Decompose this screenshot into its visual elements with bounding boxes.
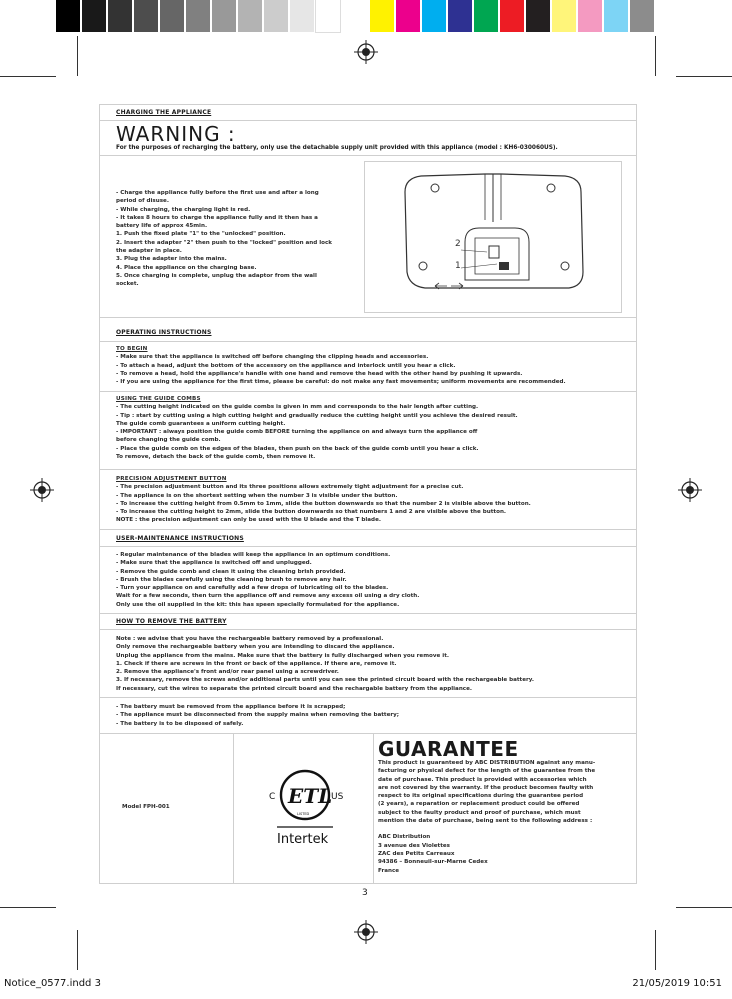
- text-line: Wait for a few seconds, then turn the appliance off and remove any excess oil using a dry cloth.: [116, 593, 420, 600]
- charging-line: - While charging, the charging light is red.: [116, 206, 251, 213]
- charging-line: - It takes 8 hours to charge the appliance fully and it then has a: [116, 214, 318, 221]
- swatch: [500, 0, 524, 32]
- text-line: To remove, detach the back of the guide comb, then remove it.: [116, 454, 316, 461]
- battery-section: [116, 635, 534, 693]
- text-line: NOTE : the precision adjustment can only be used with the U blade and the T blade.: [116, 517, 381, 524]
- address-line: France: [378, 867, 400, 874]
- swatch: [578, 0, 602, 32]
- diagram-label-2: 2: [455, 239, 461, 249]
- text-line: - Make sure that the appliance is switched off and unplugged.: [116, 560, 312, 567]
- text-line: - The appliance must be disconnected from the supply mains when removing the battery;: [116, 712, 400, 719]
- text-line: 3. If necessary, remove the screws and/or additional parts until you can see the printed circuit board with the rechargeable battery.: [116, 677, 535, 684]
- svg-text:ETL: ETL: [288, 784, 333, 808]
- crop-mark: [655, 930, 656, 970]
- etl-c-mark: C: [269, 792, 276, 802]
- crop-mark: [0, 907, 56, 908]
- charging-line: 2. Insert the adapter "2" then push to the "locked" position and lock: [116, 239, 332, 246]
- etl-listed-logo-icon: [263, 765, 347, 855]
- charging-base-illustration: [365, 162, 621, 312]
- guide-section: [116, 395, 518, 461]
- text-line: - Turn your appliance on and carefully add a few drops of lubricating oil to the blades.: [116, 585, 389, 592]
- text-line: Unplug the appliance from the mains. Make sure that the battery is fully discharged when you remove it.: [116, 652, 450, 659]
- text-line: - Brush the blades carefully using the cleaning brush to remove any hair.: [116, 576, 347, 583]
- charging-line: 5. Once charging is complete, unplug the adaptor from the wall: [116, 272, 317, 279]
- diagram-label-1: 1: [455, 261, 461, 271]
- text-line: - Remove the guide comb and clean it using the cleaning brish provided.: [116, 568, 346, 575]
- swatch: [316, 0, 340, 32]
- swatch: [82, 0, 106, 32]
- text-line: - The appliance is on the shortest setting when the number 3 is visible under the button.: [116, 492, 398, 499]
- crop-mark: [676, 907, 732, 908]
- text-line: - The battery must be removed from the appliance before it is scrapped;: [116, 704, 346, 710]
- text-line: - Tip : start by cutting using a high cutting height and gradually reduce the cutting height until you achieve the desired result.: [116, 412, 518, 419]
- charging-line: - Charge the appliance fully before the first use and after a long: [116, 190, 319, 196]
- swatch: [134, 0, 158, 32]
- battery-heading: HOW TO REMOVE THE BATTERY: [116, 618, 227, 625]
- address-line: ABC Distribution: [378, 834, 431, 841]
- address-line: 3 avenue des Violettes: [378, 842, 451, 849]
- text-line: - Regular maintenance of the blades will keep the appliance in an optimum conditions.: [116, 552, 391, 558]
- model-label: Model FPH-001: [122, 804, 170, 810]
- intertek-logo-text: Intertek: [277, 832, 329, 847]
- swatch: [212, 0, 236, 32]
- charging-line: 4. Place the appliance on the charging base.: [116, 264, 257, 271]
- swatch: [526, 0, 550, 32]
- registration-mark-icon: [678, 478, 702, 502]
- charging-heading: CHARGING THE APPLIANCE: [116, 109, 212, 116]
- text-line: 1. Check if there are screws in the front or back of the appliance. If there are, remove it.: [116, 660, 397, 667]
- text-line: The guide comb guarantees a uniform cutting height.: [116, 420, 286, 427]
- text-line: - The cutting height indicated on the guide combs is given in mm and corresponds to the hair length after cutting.: [116, 404, 479, 411]
- address-line: ZAC des Petits Carreaux: [378, 850, 455, 857]
- crop-mark: [0, 76, 56, 77]
- date-info: 21/05/2019 10:51: [632, 978, 722, 989]
- guarantee-title: GUARANTEE: [378, 737, 519, 761]
- swatch: [552, 0, 576, 32]
- address-line: 94386 – Bonneuil-sur-Marne Cedex: [378, 859, 488, 866]
- text-line: facturing or physical defect for the length of the guarantee from the: [378, 768, 596, 775]
- text-line: 2. Remove the appliance's front and/or rear panel using a screwdriver.: [116, 669, 339, 676]
- swatch: [108, 0, 132, 32]
- swatch: [448, 0, 472, 32]
- text-line: This product is guaranteed by ABC DISTRIBUTION against any manu-: [378, 760, 596, 766]
- text-line: If necessary, cut the wires to separate the printed circuit board and the rechargable battery from the appliance.: [116, 685, 473, 692]
- etl-us-mark: US: [331, 792, 344, 802]
- charging-line: 3. Plug the adapter into the mains.: [116, 256, 227, 263]
- swatch: [604, 0, 628, 32]
- swatch: [422, 0, 446, 32]
- text-line: - Make sure that the appliance is switched off before changing the clipping heads and accessories.: [116, 354, 429, 361]
- crop-mark: [77, 930, 78, 970]
- text-line: - To increase the cutting height to 2mm, slide the button downwards so that numbers 1 and 2 are visible above the button.: [116, 509, 507, 516]
- file-info: Notice_0577.indd 3: [4, 978, 101, 989]
- registration-mark-icon: [354, 920, 378, 944]
- manual-page: [99, 104, 637, 884]
- crop-mark: [676, 76, 732, 77]
- text-line: Only use the oil supplied in the kit: this has speen specially formulated for the appliance.: [116, 601, 400, 608]
- guide-heading: USING THE GUIDE COMBS: [116, 396, 201, 402]
- swatch: [264, 0, 288, 32]
- text-line: - If you are using the appliance for the first time, please be careful: do not make any fast movements; uniform movements are recommended.: [116, 379, 566, 386]
- swatch: [238, 0, 262, 32]
- warning-title: WARNING :: [116, 122, 236, 146]
- text-line: - To remove a head, hold the appliance's handle with one hand and remove the head with the other hand by pushing it upwards.: [116, 370, 523, 377]
- maintenance-section: [116, 551, 419, 609]
- text-line: mention the date of purchase, being sent to the following address :: [378, 818, 593, 825]
- text-line: subject to the faulty product and proof of purchase, which must: [378, 809, 581, 816]
- text-line: - The precision adjustment button and its three positions allows extremely tight adjustment for a precise cut.: [116, 484, 464, 491]
- crop-mark: [77, 36, 78, 76]
- crop-mark: [655, 36, 656, 76]
- text-line: are not covered by the warranty. If the product becomes faulty with: [378, 784, 594, 791]
- swatch: [290, 0, 314, 32]
- page-number: 3: [362, 888, 368, 898]
- swatch: [396, 0, 420, 32]
- charging-line: battery life of approx 45min.: [116, 223, 208, 230]
- text-line: (2 years), a reparation or replacement product could be offered: [378, 801, 580, 808]
- registration-mark-icon: [30, 478, 54, 502]
- charging-instructions: [116, 189, 332, 289]
- swatch: [370, 0, 394, 32]
- charging-line: socket.: [116, 281, 139, 288]
- text-line: Only remove the rechargeable battery when you are intending to discard the appliance.: [116, 644, 395, 651]
- certification-cell: [233, 733, 374, 883]
- charging-line: 1. Push the fixed plate "1" to the "unlocked" position.: [116, 231, 286, 238]
- precision-section: [116, 475, 531, 525]
- text-line: - To attach a head, adjust the bottom of the accessory on the appliance and interlock until you hear a click.: [116, 362, 456, 369]
- text-line: - Place the guide comb on the edges of the blades, then push on the back of the guide comb until you hear a click.: [116, 445, 479, 452]
- operating-heading: OPERATING INSTRUCTIONS: [116, 329, 212, 336]
- to-begin-heading: TO BEGIN: [116, 346, 148, 352]
- text-line: respect to its original specifications during the guarantee period: [378, 793, 584, 800]
- warning-text: For the purposes of recharging the battery, only use the detachable supply unit provided with this appliance (model : KH6-030060US).: [116, 145, 558, 151]
- swatch: [56, 0, 80, 32]
- etl-listed-text: LISTED: [297, 812, 310, 816]
- maintenance-heading: USER-MAINTENANCE INSTRUCTIONS: [116, 535, 244, 542]
- text-line: Note : we advise that you have the rechargeable battery removed by a professional.: [116, 636, 384, 642]
- text-line: before changing the guide comb.: [116, 437, 221, 444]
- text-line: - To increase the cutting height from 0.5mm to 1mm, slide the button downwards so that the number 2 is visible above the button.: [116, 500, 531, 507]
- model-cell: [100, 733, 234, 883]
- charging-line: the adapter in place.: [116, 248, 182, 255]
- battery-notes: [116, 703, 399, 728]
- charging-line: period of disuse.: [116, 198, 169, 205]
- swatch: [630, 0, 654, 32]
- text-line: date of purchase. This product is provided with accessories which: [378, 776, 587, 783]
- precision-heading: PRECISION ADJUSTMENT BUTTON: [116, 476, 227, 482]
- text-line: - The battery is to be disposed of safely.: [116, 720, 244, 727]
- to-begin-section: [116, 345, 566, 386]
- registration-mark-icon: [354, 40, 378, 64]
- text-line: - IMPORTANT : always position the guide comb BEFORE turning the appliance on and always turn the appliance off: [116, 429, 478, 436]
- guarantee-cell: [378, 737, 634, 875]
- swatch: [186, 0, 210, 32]
- swatch: [474, 0, 498, 32]
- charging-base-diagram: [364, 161, 622, 313]
- swatch: [160, 0, 184, 32]
